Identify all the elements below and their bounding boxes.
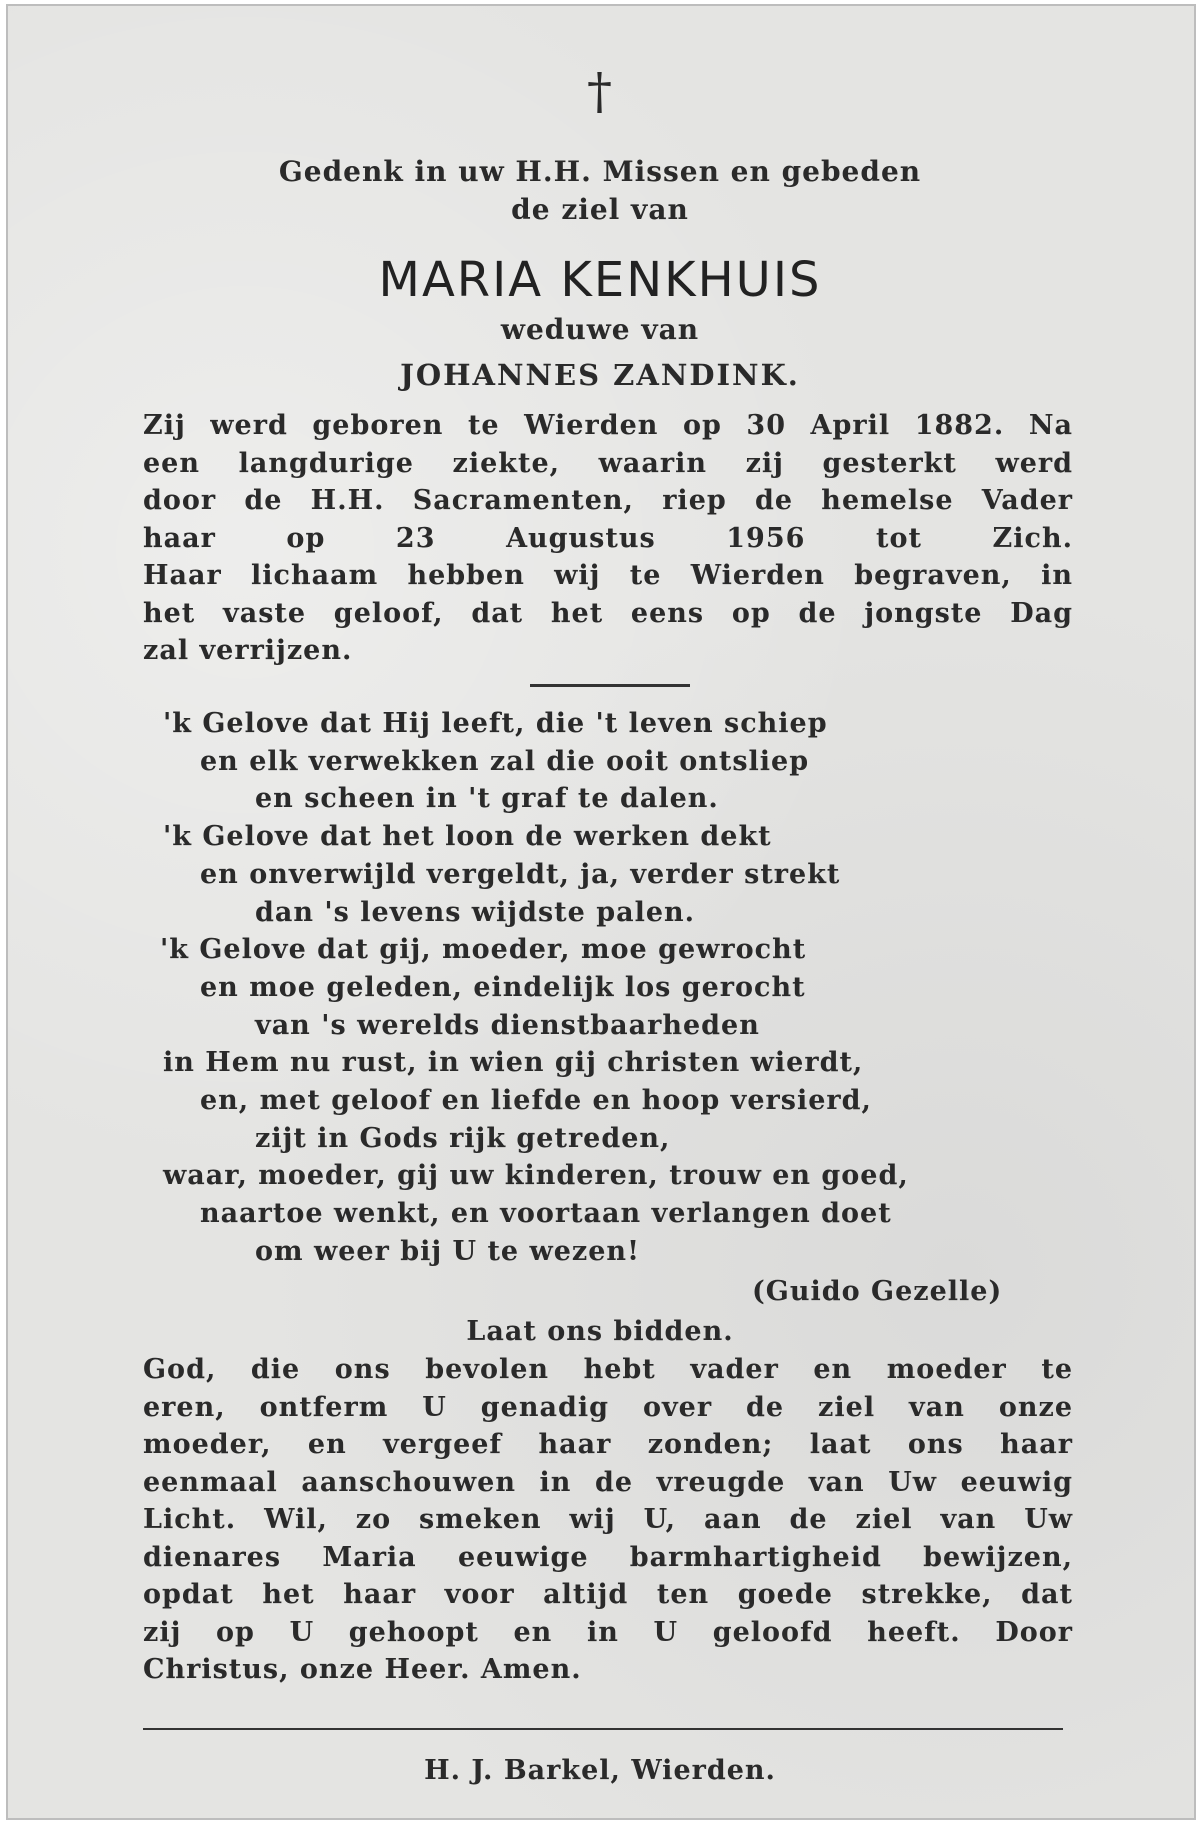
widow-of-label: weduwe van [500,313,700,346]
prayer-title: Laat ons bidden. [466,1316,734,1347]
poem-line: en elk verwekken zal die ooit ontsliep [200,745,810,777]
prayer-line: Licht. Wil, zo smeken wij U, aan de ziel van Uw [143,1504,1073,1535]
poem-line: van 's werelds dienstbaarheden [255,1009,760,1041]
poem-line: en scheen in 't graf te dalen. [255,783,719,815]
poem-line: en moe geleden, eindelijk los gerocht [200,971,806,1003]
bio-line: Haar lichaam hebben wij te Wierden begraven, in [143,560,1073,591]
intro-line: Gedenk in uw H.H. Missen en gebeden [278,155,922,188]
prayer-line: zij op U gehoopt en in U geloofd heeft. Door [143,1616,1073,1648]
intro-line-2: de ziel van [511,193,689,226]
bio-line: Zij werd geboren te Wierden op 30 April 1882. Na [143,410,1073,441]
poem-line: dan 's levens wijdste palen. [255,896,696,928]
poem-line: en onverwijld vergeldt, ja, verder strekt [200,858,841,890]
poem-line: 'k Gelove dat het loon de werken dekt [163,821,772,853]
prayer-line: moeder, en vergeef haar zonden; laat ons haar [143,1429,1073,1460]
bottom-rule [143,1728,1063,1730]
divider [530,684,690,687]
prayer-line: dienares Maria eeuwige barmhartigheid bewijzen, [143,1541,1073,1573]
poem-line: waar, moeder, gij uw kinderen, trouw en goed, [163,1160,909,1192]
poem-line: naartoe wenkt, en voortaan verlangen doet [200,1198,892,1230]
bio-line: zal verrijzen. [143,635,353,666]
prayer-line: God, die ons bevolen hebt vader en moeder te [143,1354,1073,1385]
prayer-line: Christus, onze Heer. Amen. [143,1654,582,1685]
bio-line: het vaste geloof, dat het eens op de jongste Dag [143,597,1073,629]
prayer-line: opdat het haar voor altijd ten goede strekke, dat [143,1579,1073,1610]
poem-line: om weer bij U te wezen! [255,1235,640,1267]
prayer-line: eren, ontferm U genadig over de ziel van onze [143,1391,1073,1423]
poem-line: 'k Gelove dat gij, moeder, moe gewrocht [160,934,807,966]
poem-line: en, met geloof en liefde en hoop versierd, [200,1085,872,1116]
deceased-name: MARIA KENKHUIS [378,252,822,308]
poem-line: in Hem nu rust, in wien gij christen wierdt, [163,1047,864,1079]
bio-line: door de H.H. Sacramenten, riep de hemelse Vader [143,485,1073,516]
poem-author: (Guido Gezelle) [752,1276,1003,1307]
poem-line: 'k Gelove dat Hij leeft, die 't leven schiep [163,708,828,739]
bio-line: een langdurige ziekte, waarin zij gesterkt werd [143,447,1073,479]
cross-icon: † [587,62,613,120]
printer-credit: H. J. Barkel, Wierden. [424,1755,776,1786]
spouse-name: JOHANNES ZANDINK. [400,358,800,392]
poem-line: zijt in Gods rijk getreden, [255,1122,671,1154]
prayer-line: eenmaal aanschouwen in de vreugde van Uw eeuwig [143,1466,1073,1498]
bio-line: haar op 23 Augustus 1956 tot Zich. [143,522,1073,554]
